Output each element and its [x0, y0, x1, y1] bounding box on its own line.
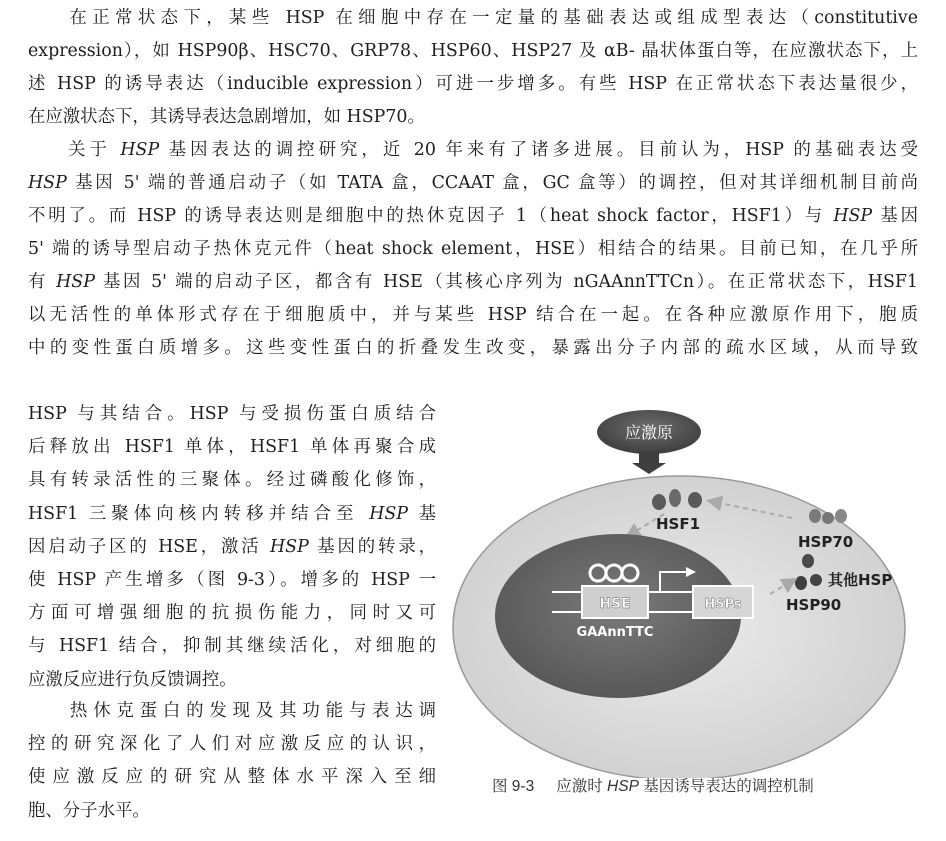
- figure-caption: [492, 774, 814, 796]
- figure-diagram: [452, 408, 940, 778]
- p1-line-3: 述 HSP 的诱导表达（inducible expression）可进一步增多。有些 HSP 在正常状态下表达量很少，: [28, 74, 918, 94]
- stressor-label: 应激原: [624, 423, 674, 442]
- p2-narrow-line-6: 使 HSP 产生增多（图 9-3）。增多的 HSP 一: [28, 570, 436, 591]
- p2-narrow-line-3: 具有转录活性的三聚体。经过磷酸化修饰，: [28, 470, 436, 491]
- stressor: [597, 410, 701, 474]
- other-hsp-label: 其他HSP: [828, 571, 893, 589]
- paragraph-1: [28, 2, 918, 134]
- paragraph-2-continued: [28, 398, 436, 697]
- p2-line-5: 有 HSP 基因 5' 端的启动子区，都含有 HSE（其核心序列为 nGAAnnTTCn）。在正常状态下，HSF1: [28, 272, 918, 292]
- p3-line-1: 热休克蛋白的发现及其功能与表达调: [64, 701, 436, 721]
- hsp-dot: [835, 509, 847, 523]
- caption-text-italic: HSP: [607, 778, 639, 795]
- paragraph-3: [28, 695, 436, 828]
- hsp-dot: [809, 509, 821, 523]
- caption-number: 图 9-3: [492, 778, 535, 795]
- p3-line-4: 胞、分子水平。: [28, 800, 150, 821]
- hsf1-dot: [669, 489, 681, 507]
- p2-line-6: 以无活性的单体形式存在于细胞质中，并与某些 HSP 结合在一起。在各种应激原作用下，胞质: [28, 305, 918, 325]
- p1-line-1: 在正常状态下，某些 HSP 在细胞中存在一定量的基础表达或组成型表达（constitutive: [64, 8, 918, 28]
- hsf1-dot: [688, 492, 702, 508]
- hsf1-label: HSF1: [656, 515, 701, 533]
- hsp90-dot: [795, 576, 807, 590]
- other-hsp-dot: [810, 574, 822, 586]
- hsf1-dot: [652, 494, 666, 510]
- hse-label: HSE: [599, 596, 631, 612]
- hsp70-label: HSP70: [798, 533, 854, 551]
- p3-line-2: 控的研究深化了人们对应激反应的认识，: [28, 734, 436, 755]
- p2-line-2: HSP 基因 5' 端的普通启动子（如 TATA 盒，CCAAT 盒，GC 盒等）的调控，但对其详细机制目前尚: [28, 173, 918, 193]
- p2-narrow-line-7: 方面可增强细胞的抗损伤能力，同时又可: [28, 603, 436, 624]
- p2-narrow-line-4: HSF1 三聚体向核内转移并结合至 HSP 基: [28, 503, 436, 524]
- caption-text-a: 应激时: [556, 778, 608, 795]
- p2-line-4: 5' 端的诱导型启动子热休克元件（heat shock element，HSE）相结合的结果。目前已知，在几乎所: [28, 239, 918, 259]
- p2-narrow-line-5: 因启动子区的 HSE，激活 HSP 基因的转录，: [28, 536, 436, 557]
- stressor-arrow: [632, 452, 666, 474]
- p3-line-3: 使应激反应的研究从整体水平深入至细: [28, 767, 436, 788]
- paragraph-2: [28, 134, 918, 365]
- p2-narrow-line-2: 后释放出 HSF1 单体，HSF1 单体再聚合成: [28, 437, 436, 458]
- hsp-dot: [802, 554, 814, 568]
- p1-line-2: expression），如 HSP90β、HSC70、GRP78、HSP60、HSP27 及 αB- 晶状体蛋白等，在应激状态下，上: [28, 41, 918, 61]
- p2-line-7: 中的变性蛋白质增多。这些变性蛋白的折叠发生改变，暴露出分子内部的疏水区域，从而导致: [28, 338, 918, 358]
- p2-narrow-line-9: 应激反应进行负反馈调控。: [28, 669, 237, 690]
- sequence-label: GAAnnTTC: [576, 625, 654, 640]
- p2-narrow-line-1: HSP 与其结合。HSP 与受损伤蛋白质结合: [28, 404, 436, 424]
- p2-line-1: 关于 HSP 基因表达的调控研究，近 20 年来有了诸多进展。目前认为，HSP 的基础表达受: [64, 140, 918, 160]
- hsp-dot: [822, 512, 834, 524]
- p1-line-4: 在应激状态下，其诱导表达急剧增加，如 HSP70。: [28, 107, 425, 127]
- caption-text-b: 基因诱导表达的调控机制: [638, 778, 814, 795]
- figure-9-3: [452, 408, 940, 778]
- hsps-label: HSPs: [704, 597, 742, 612]
- p2-line-3: 不明了。而 HSP 的诱导表达则是细胞中的热休克因子 1（heat shock factor，HSF1）与 HSP 基因: [28, 206, 919, 226]
- hsp90-label: HSP90: [786, 596, 842, 614]
- p2-narrow-line-8: 与 HSF1 结合，抑制其继续活化，对细胞的: [28, 636, 436, 657]
